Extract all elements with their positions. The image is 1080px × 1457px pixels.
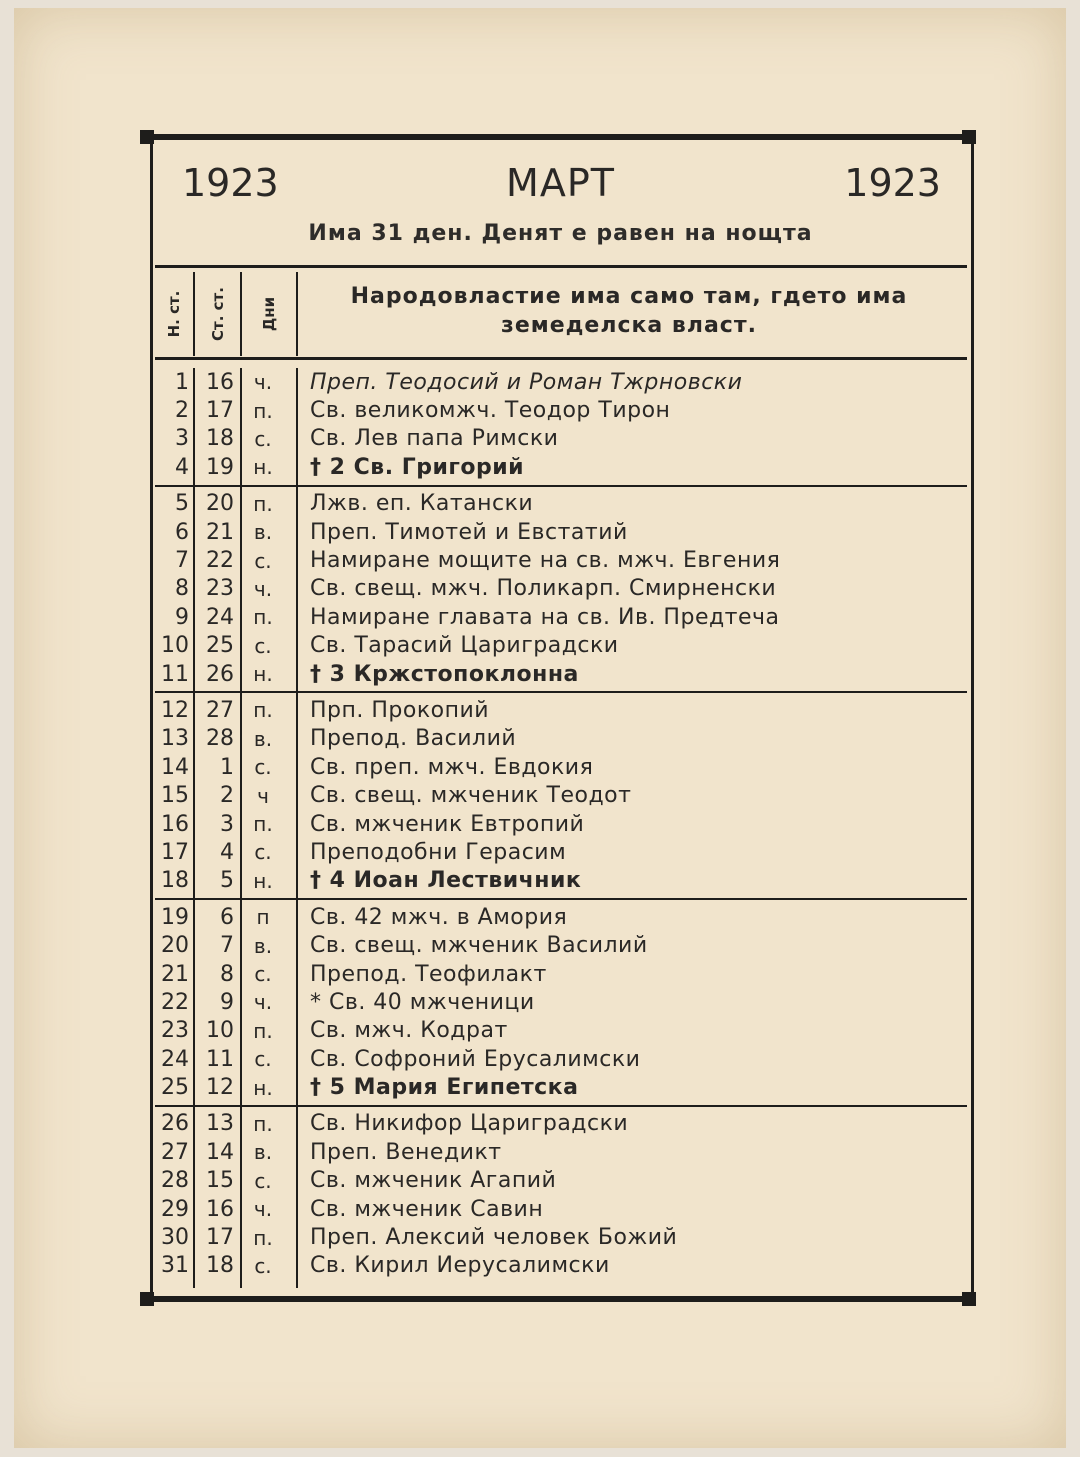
new-style-date: 6 [175, 519, 189, 545]
new-style-date: 17 [161, 839, 189, 865]
table-row [155, 696, 967, 724]
old-style-header [195, 272, 242, 356]
saint-name: Св. мжченик Евтропий [310, 811, 585, 837]
saint-name: † 3 Кржстопоклонна [310, 661, 579, 687]
old-style-date: 14 [206, 1139, 234, 1165]
saint-name: † 5 Мария Египетска [310, 1075, 579, 1101]
new-style-date: 15 [161, 783, 189, 809]
new-style-date: 29 [161, 1196, 189, 1222]
old-style-date: 13 [206, 1111, 234, 1137]
old-style-date: 7 [220, 933, 234, 959]
saint-name: Св. мжченик Агапий [310, 1168, 557, 1194]
table-row [155, 810, 967, 838]
old-style-date: 2 [220, 783, 234, 809]
new-style-date: 21 [161, 961, 189, 987]
saint-name: Св. мжченик Савин [310, 1196, 544, 1222]
weekday: с. [254, 1047, 272, 1072]
weekday: в. [253, 726, 273, 751]
weekday: н. [253, 662, 273, 687]
saint-name: Св. Софроний Ерусалимски [310, 1046, 641, 1072]
days-table [155, 368, 967, 1280]
table-row [155, 1252, 967, 1280]
weekday: н. [253, 1075, 273, 1100]
new-style-label: Н. ст. [165, 290, 183, 338]
motto: Народовластие има само там, гдето има земеделска власт. [350, 284, 908, 338]
weekday: п. [253, 698, 273, 723]
old-style-date: 11 [206, 1046, 234, 1072]
weekday: в. [253, 933, 273, 958]
table-row [155, 1167, 967, 1195]
old-style-date: 3 [220, 811, 234, 837]
corner-ornament [962, 1292, 976, 1306]
weekday: п. [253, 1111, 273, 1136]
weekday: п [256, 905, 270, 930]
saint-name: Препод. Василий [310, 726, 517, 752]
saint-name: Преп. Алексий человек Божий [310, 1225, 678, 1251]
new-style-date: 23 [161, 1018, 189, 1044]
month-subtitle: Има 31 ден. Денят е равен на нощта [308, 221, 813, 246]
saint-name: Преп. Тимотей и Евстатий [310, 519, 628, 545]
new-style-date: 10 [161, 633, 189, 659]
saint-name: Св. свещ. мжч. Поликарп. Смирненски [310, 576, 777, 602]
week-divider [155, 898, 967, 900]
weekday: в. [253, 520, 273, 545]
new-style-date: 4 [175, 454, 189, 480]
old-style-date: 17 [206, 398, 234, 424]
weekday: п. [253, 605, 273, 630]
old-style-date: 28 [206, 726, 234, 752]
saint-name: Преподобни Герасим [310, 839, 567, 865]
header-divider [155, 265, 967, 268]
old-style-date: 27 [206, 697, 234, 723]
weekday: п. [253, 812, 273, 837]
table-row [155, 1073, 967, 1101]
weekday: п. [253, 1018, 273, 1043]
old-style-date: 26 [206, 661, 234, 687]
month-title: МАРТ [506, 161, 615, 205]
old-style-date: 6 [220, 904, 234, 930]
weekday: н. [253, 455, 273, 480]
old-style-date: 17 [206, 1225, 234, 1251]
new-style-date: 14 [161, 754, 189, 780]
new-style-date: 26 [161, 1111, 189, 1137]
col-sep-new [193, 368, 195, 1288]
weekday: ч. [253, 1197, 273, 1222]
new-style-date: 13 [161, 726, 189, 752]
new-style-date: 30 [161, 1225, 189, 1251]
corner-ornament [140, 1292, 154, 1306]
saint-name: Св. мжч. Кодрат [310, 1018, 508, 1044]
days-label: Дни [260, 296, 278, 332]
weekday: с. [254, 548, 272, 573]
column-header [155, 272, 967, 356]
week-divider [155, 1105, 967, 1107]
saint-name: † 4 Иоан Лествичник [310, 868, 582, 894]
week-divider [155, 485, 967, 487]
weekday: с. [254, 755, 272, 780]
new-style-date: 16 [161, 811, 189, 837]
weekday: с. [254, 1168, 272, 1193]
table-row [155, 660, 967, 688]
old-style-date: 20 [206, 491, 234, 517]
old-style-date: 8 [220, 961, 234, 987]
table-row [155, 546, 967, 574]
old-style-date: 22 [206, 548, 234, 574]
new-style-date: 3 [175, 426, 189, 452]
table-row [155, 1045, 967, 1073]
table-row [155, 931, 967, 959]
saint-name: Намиране мощите на св. мжч. Евгения [310, 548, 781, 574]
old-style-date: 25 [206, 633, 234, 659]
old-style-date: 16 [206, 1196, 234, 1222]
old-style-date: 4 [220, 839, 234, 865]
saint-name: Прп. Прокопий [310, 697, 490, 723]
old-style-date: 23 [206, 576, 234, 602]
weekday: с. [254, 962, 272, 986]
col-sep-old [240, 368, 242, 1288]
table-row [155, 603, 967, 631]
weekday: с. [254, 633, 272, 658]
old-style-date: 18 [206, 1253, 234, 1279]
old-style-date: 12 [206, 1075, 234, 1101]
old-style-date: 18 [206, 426, 234, 452]
new-style-date: 9 [175, 604, 189, 630]
table-row [155, 368, 967, 396]
table-row [155, 725, 967, 753]
new-style-date: 25 [161, 1075, 189, 1101]
new-style-date: 8 [175, 576, 189, 602]
saint-name: Св. свещ. мжченик Василий [310, 933, 648, 959]
old-style-label: Ст. ст. [208, 287, 227, 341]
saint-name: Св. преп. мжч. Евдокия [310, 754, 594, 780]
table-row [155, 453, 967, 481]
new-style-date: 5 [175, 491, 189, 517]
saint-name: Св. великомжч. Теодор Тирон [310, 398, 671, 424]
weekday: с. [254, 840, 272, 865]
weekday: ч. [253, 370, 273, 395]
old-style-date: 10 [206, 1018, 234, 1044]
new-style-date: 22 [161, 989, 189, 1015]
table-row [155, 1110, 967, 1138]
new-style-date: 28 [161, 1168, 189, 1194]
old-style-date: 24 [206, 604, 234, 630]
table-row [155, 753, 967, 781]
new-style-date: 7 [175, 548, 189, 574]
saint-name: Св. свещ. мжченик Теодот [310, 783, 632, 809]
table-row [155, 1195, 967, 1223]
saint-name: Св. Тарасий Цариградски [310, 633, 619, 659]
saint-name: Препод. Теофилакт [310, 961, 547, 987]
calendar-header [150, 155, 971, 215]
new-style-date: 19 [161, 904, 189, 930]
table-row [155, 960, 967, 988]
table-row [155, 575, 967, 603]
new-style-date: 31 [161, 1253, 189, 1279]
table-row [155, 518, 967, 546]
saint-name: Лжв. еп. Катански [310, 491, 534, 517]
saint-name: Св. Кирил Иерусалимски [310, 1253, 610, 1279]
year-right: 1923 [844, 161, 941, 205]
table-row [155, 632, 967, 660]
saint-name: Преп. Венедикт [310, 1139, 502, 1165]
table-row [155, 1138, 967, 1166]
old-style-date: 9 [220, 989, 234, 1015]
bottom-border-rule [144, 1296, 976, 1302]
weekday: с. [254, 1253, 272, 1278]
table-row [155, 903, 967, 931]
old-style-date: 5 [220, 868, 234, 894]
new-style-date: 12 [161, 697, 189, 723]
weekday: п. [253, 1225, 273, 1250]
saint-name: Намиране главата на св. Ив. Предтеча [310, 604, 780, 630]
table-row [155, 988, 967, 1016]
new-style-date: 2 [175, 398, 189, 424]
weekday: п. [253, 491, 273, 516]
saint-name: Св. 42 мжч. в Амория [310, 904, 568, 930]
new-style-date: 24 [161, 1046, 189, 1072]
old-style-date: 21 [206, 519, 234, 545]
weekday: н. [253, 868, 273, 893]
header-bottom-divider [155, 357, 967, 360]
table-row [155, 838, 967, 866]
saint-name: Преп. Теодосий и Роман Тжрновски [310, 369, 743, 395]
table-row [155, 425, 967, 453]
weekday: в. [253, 1140, 273, 1165]
table-row [155, 1017, 967, 1045]
old-style-date: 15 [206, 1168, 234, 1194]
weekday: ч. [253, 576, 273, 601]
week-divider [155, 691, 967, 693]
days-header [242, 272, 298, 356]
weekday: ч [257, 783, 269, 808]
new-style-date: 18 [161, 868, 189, 894]
new-style-date: 20 [161, 933, 189, 959]
weekday: с. [254, 426, 272, 451]
saint-name: * Св. 40 мжченици [310, 989, 535, 1015]
saint-name: Св. Лев папа Римски [310, 426, 559, 452]
table-row [155, 490, 967, 518]
new-style-date: 11 [161, 661, 189, 687]
table-row [155, 781, 967, 809]
saint-name: † 2 Св. Григорий [310, 454, 525, 480]
weekday: п. [253, 398, 273, 423]
weekday: ч. [253, 990, 273, 1015]
year-left: 1923 [182, 161, 279, 205]
saint-name: Св. Никифор Цариградски [310, 1111, 629, 1137]
new-style-date: 1 [175, 369, 189, 395]
table-row [155, 396, 967, 424]
new-style-date: 27 [161, 1139, 189, 1165]
col-sep-days [296, 368, 298, 1288]
old-style-date: 19 [206, 454, 234, 480]
table-row [155, 1223, 967, 1251]
table-row [155, 867, 967, 895]
new-style-header [155, 272, 195, 356]
old-style-date: 1 [220, 754, 234, 780]
old-style-date: 16 [206, 369, 234, 395]
